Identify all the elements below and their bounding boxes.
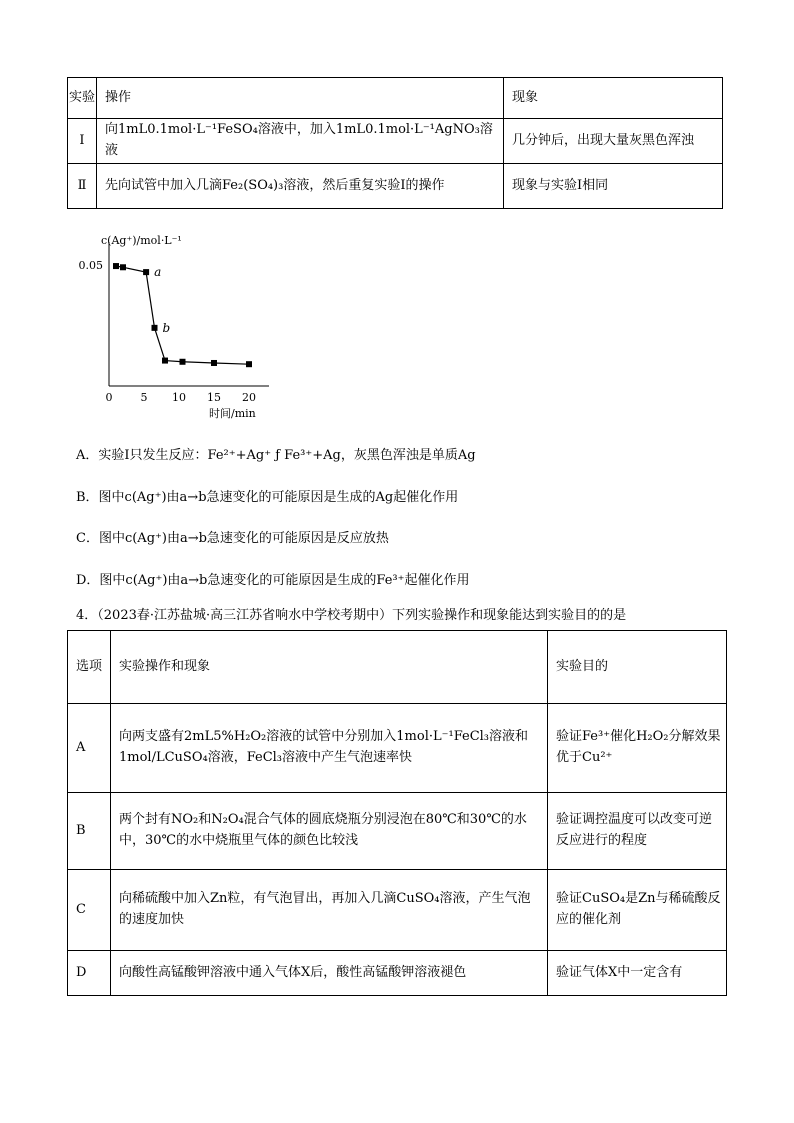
table-row xyxy=(68,119,723,164)
x-tick-label: 10 xyxy=(172,391,186,404)
options-table xyxy=(67,630,727,996)
data-point xyxy=(180,359,186,365)
x-tick-label: 5 xyxy=(140,391,148,404)
option-operation: 向两支盛有2mL5%H₂O₂溶液的试管中分别加入1mol·L⁻¹FeCl₃溶液和1mol/LCuSO₄溶液，FeCl₃溶液中产生气泡速率快 xyxy=(111,704,548,793)
table-row xyxy=(68,870,727,951)
option-id: C xyxy=(68,870,111,951)
row-operation: 向1mL0.1mol·L⁻¹FeSO₄溶液中，加入1mL0.1mol·L⁻¹AgNO₃溶液 xyxy=(97,119,504,164)
x-tick-label: 20 xyxy=(242,391,256,404)
option-c: C．图中c(Ag⁺)由a→b急速变化的可能原因是反应放热 xyxy=(76,531,389,546)
table-row xyxy=(68,164,723,209)
table-header-row xyxy=(68,78,723,119)
header-cell: 选项 xyxy=(68,631,111,704)
option-operation: 向稀硫酸中加入Zn粒，有气泡冒出，再加入几滴CuSO₄溶液，产生气泡的速度加快 xyxy=(111,870,548,951)
header-cell: 实验操作和现象 xyxy=(111,631,548,704)
experiment-table xyxy=(67,77,723,209)
x-axis-label: 时间/min xyxy=(209,407,256,420)
header-cell: 操作 xyxy=(97,78,504,119)
option-operation: 向酸性高锰酸钾溶液中通入气体X后，酸性高锰酸钾溶液褪色 xyxy=(111,951,548,996)
option-id: A xyxy=(68,704,111,793)
option-id: D xyxy=(68,951,111,996)
data-point xyxy=(113,263,119,269)
option-b: B．图中c(Ag⁺)由a→b急速变化的可能原因是生成的Ag起催化作用 xyxy=(76,490,459,505)
y-axis-label: c(Ag⁺)/mol·L⁻¹ xyxy=(101,234,182,247)
data-point xyxy=(152,325,158,331)
option-id: B xyxy=(68,793,111,870)
header-cell: 实验 xyxy=(68,78,97,119)
option-goal: 验证气体X中一定含有 xyxy=(548,951,727,996)
data-point xyxy=(143,269,149,275)
series-line xyxy=(116,266,249,364)
table-header-row xyxy=(68,631,727,704)
x-tick-label: 15 xyxy=(207,391,221,404)
option-a: A．实验Ⅰ只发生反应：Fe²⁺+Ag⁺ ƒ Fe³⁺+Ag，灰黑色浑浊是单质Ag xyxy=(76,448,476,463)
concentration-chart xyxy=(72,230,272,430)
data-point xyxy=(246,361,252,367)
x-tick-label: 0 xyxy=(105,391,113,404)
row-result: 几分钟后，出现大量灰黑色浑浊 xyxy=(504,119,723,164)
option-operation: 两个封有NO₂和N₂O₄混合气体的圆底烧瓶分别浸泡在80℃和30℃的水中，30℃的水中烧瓶里气体的颜色比较浅 xyxy=(111,793,548,870)
y-tick-label: 0.05 xyxy=(78,258,103,272)
row-id: Ⅱ xyxy=(68,164,97,209)
point-annotation: a xyxy=(154,265,162,280)
row-id: Ⅰ xyxy=(68,119,97,164)
option-goal: 验证Fe³⁺催化H₂O₂分解效果优于Cu²⁺ xyxy=(548,704,727,793)
table-row xyxy=(68,793,727,870)
row-operation: 先向试管中加入几滴Fe₂(SO₄)₃溶液，然后重复实验Ⅰ的操作 xyxy=(97,164,504,209)
data-point xyxy=(162,358,168,364)
data-point xyxy=(120,264,126,270)
header-cell: 现象 xyxy=(504,78,723,119)
header-cell: 实验目的 xyxy=(548,631,727,704)
table-row xyxy=(68,951,727,996)
option-goal: 验证调控温度可以改变可逆反应进行的程度 xyxy=(548,793,727,870)
row-result: 现象与实验Ⅰ相同 xyxy=(504,164,723,209)
point-annotation: b xyxy=(162,320,171,335)
option-d: D．图中c(Ag⁺)由a→b急速变化的可能原因是生成的Fe³⁺起催化作用 xyxy=(76,573,470,588)
option-goal: 验证CuSO₄是Zn与稀硫酸反应的催化剂 xyxy=(548,870,727,951)
question-4: 4．（2023春·江苏盐城·高三江苏省响水中学校考期中）下列实验操作和现象能达到实验目的的是 xyxy=(76,608,627,623)
table-row xyxy=(68,704,727,793)
data-point xyxy=(211,360,217,366)
